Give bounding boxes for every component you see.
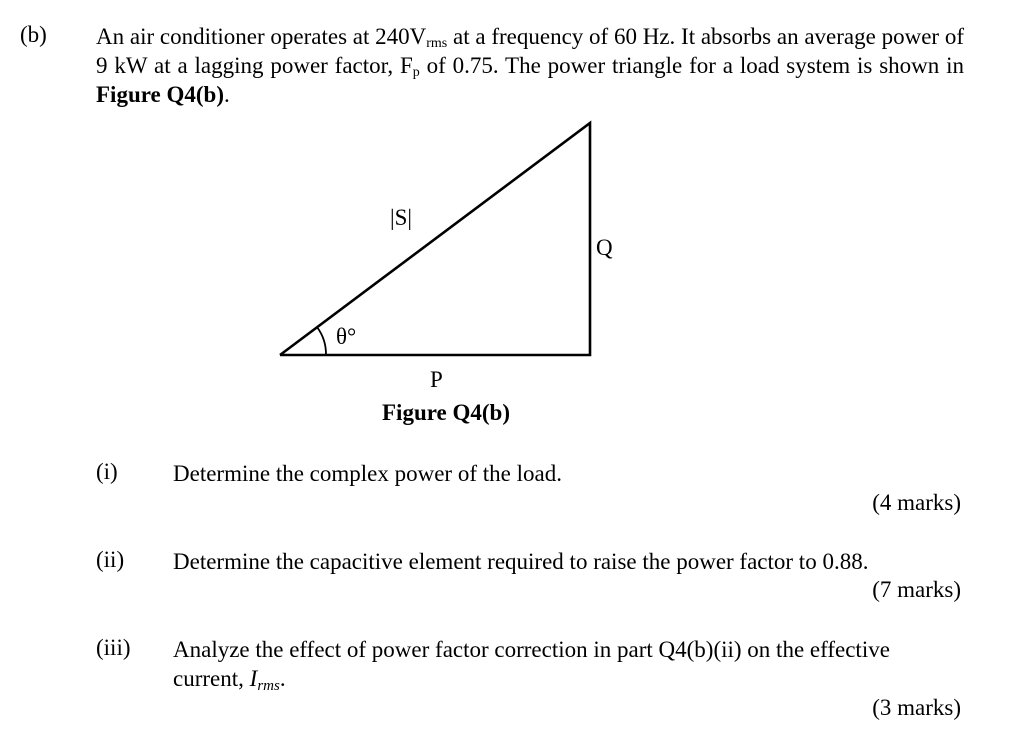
intro-text-2: at a frequency of 60 Hz. It absorbs an average power of 9 kW at a lagging power factor, F: [96, 24, 964, 78]
question-1-text: Determine the complex power of the load.: [173, 461, 562, 486]
side-label-q: Q: [596, 235, 613, 260]
hypotenuse-label-s: |S|: [390, 205, 413, 230]
question-1-marks: (4 marks): [872, 490, 961, 515]
question-1-number: (i): [96, 459, 118, 484]
intro-text-1: An air conditioner operates at 240V: [96, 24, 427, 49]
theta-angle-arc: [317, 327, 326, 355]
fp-subscript: p: [412, 65, 420, 80]
question-2-marks: (7 marks): [872, 577, 961, 602]
vrms-subscript: rms: [426, 36, 448, 51]
question-3-number: (iii): [96, 635, 131, 660]
question-2-text: Determine the capacitive element required to raise the power factor to 0.88.: [173, 549, 869, 574]
irms-base: I: [249, 666, 258, 691]
intro-text-4: .: [223, 82, 230, 107]
question-3-end: .: [279, 666, 286, 691]
question-3-text: [173, 635, 963, 693]
triangle-outline: [280, 123, 590, 355]
question-3-main-text: Analyze the effect of power factor correction in part Q4(b)(ii) on the effective current,: [173, 637, 890, 691]
intro-paragraph: [96, 22, 964, 109]
figure-reference: Figure Q4(b): [96, 82, 224, 107]
question-2-number: (ii): [96, 547, 125, 572]
base-label-p: P: [430, 367, 443, 392]
irms-symbol: [249, 666, 280, 694]
intro-text-3: of 0.75. The power triangle for a load system is shown in: [419, 53, 964, 78]
power-triangle-figure: [270, 115, 613, 365]
section-label: (b): [20, 22, 47, 47]
question-3-marks: (3 marks): [872, 695, 961, 720]
figure-caption: Figure Q4(b): [382, 400, 510, 425]
irms-subscript: rms: [257, 678, 280, 694]
angle-label-theta: θ°: [336, 324, 357, 349]
